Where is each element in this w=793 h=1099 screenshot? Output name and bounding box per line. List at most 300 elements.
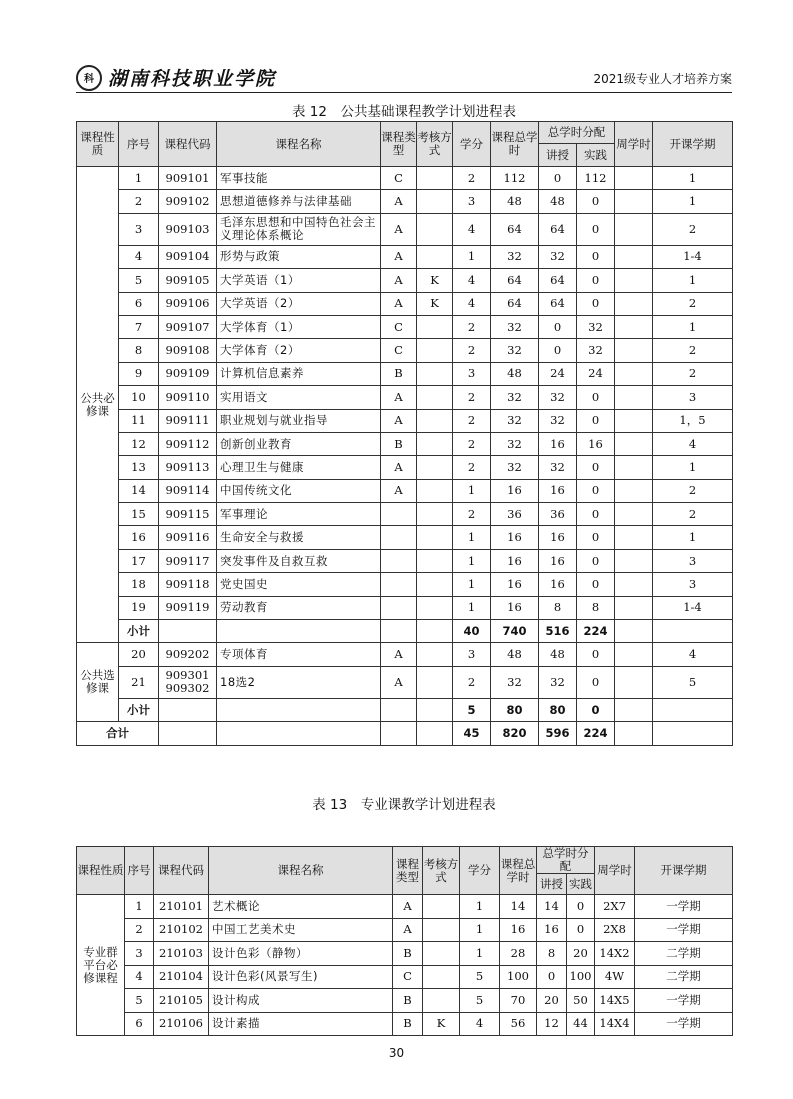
table-row bbox=[77, 918, 733, 942]
exam-cell bbox=[417, 722, 453, 745]
semester-cell: 3 bbox=[653, 386, 733, 409]
seq-cell: 20 bbox=[119, 643, 159, 666]
total-hours-cell: 32 bbox=[491, 666, 539, 698]
credit-cell: 4 bbox=[453, 292, 491, 315]
subtotal-row bbox=[77, 698, 733, 721]
course-name-cell: 大学英语（2） bbox=[217, 292, 381, 315]
total-label: 合计 bbox=[77, 722, 159, 745]
table-row bbox=[77, 167, 733, 190]
table-row bbox=[77, 895, 733, 919]
exam-cell bbox=[423, 965, 460, 989]
seq-cell: 2 bbox=[119, 190, 159, 213]
lecture-cell: 32 bbox=[539, 666, 577, 698]
group-label-platform: 专业群平台必修课程 bbox=[77, 895, 125, 1036]
practice-cell: 20 bbox=[567, 942, 595, 966]
lecture-cell: 64 bbox=[539, 213, 577, 245]
seq-cell: 1 bbox=[119, 167, 159, 190]
exam-cell bbox=[417, 620, 453, 643]
weekly-cell bbox=[615, 339, 653, 362]
seq-cell: 7 bbox=[119, 315, 159, 338]
credit-cell: 3 bbox=[453, 190, 491, 213]
total-hours-cell: 32 bbox=[491, 432, 539, 455]
credit-cell: 1 bbox=[453, 479, 491, 502]
total-hours-cell: 32 bbox=[491, 409, 539, 432]
weekly-cell: 14X4 bbox=[595, 1012, 635, 1036]
seq-cell: 19 bbox=[119, 596, 159, 619]
table13-caption: 表 13 专业课教学计划进程表 bbox=[312, 797, 496, 813]
seq-cell: 17 bbox=[119, 549, 159, 572]
practice-cell: 0 bbox=[577, 526, 615, 549]
course-name-cell: 设计色彩(风景写生) bbox=[209, 965, 393, 989]
total-hours-cell: 70 bbox=[500, 989, 537, 1013]
type-cell: A bbox=[381, 666, 417, 698]
semester-cell: 2 bbox=[653, 503, 733, 526]
lecture-cell: 20 bbox=[537, 989, 567, 1013]
type-cell bbox=[381, 526, 417, 549]
exam-cell bbox=[417, 213, 453, 245]
seq-cell: 3 bbox=[119, 213, 159, 245]
practice-cell: 44 bbox=[567, 1012, 595, 1036]
exam-cell bbox=[417, 503, 453, 526]
semester-cell: 1-4 bbox=[653, 596, 733, 619]
credit-cell: 1 bbox=[460, 918, 500, 942]
weekly-cell bbox=[615, 503, 653, 526]
table-row bbox=[77, 942, 733, 966]
name-cell bbox=[217, 698, 381, 721]
lecture-cell: 32 bbox=[539, 245, 577, 268]
table-row bbox=[77, 315, 733, 338]
exam-cell bbox=[417, 167, 453, 190]
weekly-cell: 4W bbox=[595, 965, 635, 989]
semester-cell: 4 bbox=[653, 432, 733, 455]
total-hours-cell: 32 bbox=[491, 339, 539, 362]
type-cell: B bbox=[381, 362, 417, 385]
seq-cell: 8 bbox=[119, 339, 159, 362]
table-row bbox=[77, 456, 733, 479]
total-hours-cell: 32 bbox=[491, 456, 539, 479]
weekly-cell bbox=[615, 386, 653, 409]
code-cell: 210103 bbox=[154, 942, 209, 966]
exam-cell: K bbox=[417, 292, 453, 315]
total-hours-cell: 100 bbox=[500, 965, 537, 989]
total-hours-cell: 16 bbox=[491, 573, 539, 596]
course-name-cell: 党史国史 bbox=[217, 573, 381, 596]
weekly-cell bbox=[615, 596, 653, 619]
semester-cell bbox=[653, 620, 733, 643]
practice-cell: 0 bbox=[577, 666, 615, 698]
practice-cell: 0 bbox=[567, 895, 595, 919]
code-line: 909301 bbox=[165, 668, 210, 683]
semester-cell: 4 bbox=[653, 643, 733, 666]
lecture-cell: 48 bbox=[539, 643, 577, 666]
weekly-cell: 14X5 bbox=[595, 989, 635, 1013]
practice-cell: 32 bbox=[577, 315, 615, 338]
weekly-cell bbox=[615, 432, 653, 455]
weekly-cell bbox=[615, 315, 653, 338]
name-cell bbox=[217, 620, 381, 643]
code-cell: 909116 bbox=[159, 526, 217, 549]
course-name-cell: 军事技能 bbox=[217, 167, 381, 190]
total-hours-cell: 64 bbox=[491, 269, 539, 292]
credit-cell: 1 bbox=[453, 573, 491, 596]
col-type: 课程类型 bbox=[381, 122, 417, 167]
total-hours-cell: 16 bbox=[491, 596, 539, 619]
col-semester: 开课学期 bbox=[653, 122, 733, 167]
seq-cell: 12 bbox=[119, 432, 159, 455]
subtotal-label: 小计 bbox=[119, 698, 159, 721]
lecture-cell: 14 bbox=[537, 895, 567, 919]
semester-cell: 一学期 bbox=[635, 895, 733, 919]
credit-cell: 5 bbox=[453, 698, 491, 721]
weekly-cell bbox=[615, 722, 653, 745]
total-hours-cell: 32 bbox=[491, 315, 539, 338]
total-hours-cell: 32 bbox=[491, 245, 539, 268]
code-cell: 210101 bbox=[154, 895, 209, 919]
semester-cell: 1 bbox=[653, 526, 733, 549]
practice-cell: 0 bbox=[577, 213, 615, 245]
semester-cell bbox=[653, 698, 733, 721]
course-name-cell: 中国工艺美术史 bbox=[209, 918, 393, 942]
exam-cell bbox=[417, 549, 453, 572]
credit-cell: 1 bbox=[453, 549, 491, 572]
seq-cell: 1 bbox=[125, 895, 154, 919]
code-cell: 909107 bbox=[159, 315, 217, 338]
total-hours-cell: 48 bbox=[491, 190, 539, 213]
weekly-cell bbox=[615, 549, 653, 572]
credit-cell: 2 bbox=[453, 666, 491, 698]
seq-cell: 4 bbox=[125, 965, 154, 989]
semester-cell: 1 bbox=[653, 456, 733, 479]
credit-cell: 3 bbox=[453, 643, 491, 666]
weekly-cell bbox=[615, 213, 653, 245]
lecture-cell: 516 bbox=[539, 620, 577, 643]
seq-cell: 9 bbox=[119, 362, 159, 385]
weekly-cell: 2X8 bbox=[595, 918, 635, 942]
practice-cell: 0 bbox=[577, 190, 615, 213]
practice-cell: 16 bbox=[577, 432, 615, 455]
page-header bbox=[76, 60, 732, 93]
credit-cell: 3 bbox=[453, 362, 491, 385]
total-hours-cell: 16 bbox=[491, 549, 539, 572]
practice-cell: 0 bbox=[577, 643, 615, 666]
exam-cell: K bbox=[417, 269, 453, 292]
school-emblem-icon: 科 bbox=[76, 65, 102, 91]
type-cell: A bbox=[381, 269, 417, 292]
course-name-cell: 中国传统文化 bbox=[217, 479, 381, 502]
col-credit: 学分 bbox=[460, 847, 500, 895]
semester-cell bbox=[653, 722, 733, 745]
total-hours-cell: 16 bbox=[491, 526, 539, 549]
credit-cell: 1 bbox=[460, 942, 500, 966]
table-row bbox=[77, 549, 733, 572]
seq-cell: 13 bbox=[119, 456, 159, 479]
code-cell: 909103 bbox=[159, 213, 217, 245]
credit-cell: 1 bbox=[453, 245, 491, 268]
exam-cell bbox=[417, 245, 453, 268]
practice-cell: 0 bbox=[577, 292, 615, 315]
lecture-cell: 36 bbox=[539, 503, 577, 526]
seq-cell: 16 bbox=[119, 526, 159, 549]
exam-cell bbox=[417, 432, 453, 455]
lecture-cell: 16 bbox=[539, 549, 577, 572]
type-cell: C bbox=[381, 339, 417, 362]
weekly-cell bbox=[615, 479, 653, 502]
lecture-cell: 80 bbox=[539, 698, 577, 721]
semester-cell: 3 bbox=[653, 573, 733, 596]
table-row bbox=[77, 666, 733, 698]
seq-cell: 6 bbox=[119, 292, 159, 315]
exam-cell: K bbox=[423, 1012, 460, 1036]
seq-cell: 4 bbox=[119, 245, 159, 268]
seq-cell: 10 bbox=[119, 386, 159, 409]
course-name-cell: 设计构成 bbox=[209, 989, 393, 1013]
lecture-cell: 8 bbox=[539, 596, 577, 619]
type-cell bbox=[381, 698, 417, 721]
total-hours-cell: 48 bbox=[491, 643, 539, 666]
weekly-cell bbox=[615, 167, 653, 190]
code-cell: 909113 bbox=[159, 456, 217, 479]
lecture-cell: 32 bbox=[539, 386, 577, 409]
course-name-cell: 大学体育（1） bbox=[217, 315, 381, 338]
code-cell: 909115 bbox=[159, 503, 217, 526]
weekly-cell bbox=[615, 269, 653, 292]
course-name-cell: 职业规划与就业指导 bbox=[217, 409, 381, 432]
practice-cell: 112 bbox=[577, 167, 615, 190]
practice-cell: 0 bbox=[577, 269, 615, 292]
table-row bbox=[77, 432, 733, 455]
col-name: 课程名称 bbox=[209, 847, 393, 895]
lecture-cell: 16 bbox=[537, 918, 567, 942]
semester-cell: 1 bbox=[653, 190, 733, 213]
table12-caption: 表 12 公共基础课程教学计划进程表 bbox=[292, 104, 516, 120]
credit-cell: 4 bbox=[453, 213, 491, 245]
code-cell: 909102 bbox=[159, 190, 217, 213]
practice-cell: 0 bbox=[567, 918, 595, 942]
weekly-cell: 14X2 bbox=[595, 942, 635, 966]
code-cell: 909109 bbox=[159, 362, 217, 385]
type-cell: B bbox=[381, 432, 417, 455]
credit-cell: 2 bbox=[453, 167, 491, 190]
type-cell: C bbox=[381, 315, 417, 338]
exam-cell bbox=[417, 698, 453, 721]
type-cell bbox=[381, 620, 417, 643]
semester-cell: 一学期 bbox=[635, 1012, 733, 1036]
lecture-cell: 16 bbox=[539, 526, 577, 549]
code-cell: 909101 bbox=[159, 167, 217, 190]
seq-cell: 21 bbox=[119, 666, 159, 698]
course-name-cell: 形势与政策 bbox=[217, 245, 381, 268]
lecture-cell: 16 bbox=[539, 479, 577, 502]
weekly-cell bbox=[615, 666, 653, 698]
code-cell: 909110 bbox=[159, 386, 217, 409]
code-cell bbox=[159, 722, 217, 745]
practice-cell: 0 bbox=[577, 409, 615, 432]
lecture-cell: 0 bbox=[539, 167, 577, 190]
table-row bbox=[77, 479, 733, 502]
exam-cell bbox=[417, 573, 453, 596]
total-hours-cell: 16 bbox=[500, 918, 537, 942]
weekly-cell bbox=[615, 620, 653, 643]
weekly-cell bbox=[615, 362, 653, 385]
credit-cell: 4 bbox=[460, 1012, 500, 1036]
exam-cell bbox=[417, 526, 453, 549]
practice-cell: 0 bbox=[577, 698, 615, 721]
table-row bbox=[77, 503, 733, 526]
seq-cell: 3 bbox=[125, 942, 154, 966]
credit-cell: 5 bbox=[460, 989, 500, 1013]
table-row bbox=[77, 386, 733, 409]
exam-cell bbox=[417, 596, 453, 619]
table-row bbox=[77, 213, 733, 245]
type-cell bbox=[381, 596, 417, 619]
code-cell: 909118 bbox=[159, 573, 217, 596]
type-cell: C bbox=[381, 167, 417, 190]
course-name-cell: 大学英语（1） bbox=[217, 269, 381, 292]
code-cell: 909117 bbox=[159, 549, 217, 572]
practice-cell: 32 bbox=[577, 339, 615, 362]
weekly-cell bbox=[615, 698, 653, 721]
semester-cell: 二学期 bbox=[635, 965, 733, 989]
type-cell: A bbox=[381, 479, 417, 502]
col-distribution: 总学时分配 bbox=[537, 847, 595, 874]
type-cell: A bbox=[381, 245, 417, 268]
semester-cell: 一学期 bbox=[635, 989, 733, 1013]
type-cell: B bbox=[393, 942, 423, 966]
semester-cell: 2 bbox=[653, 362, 733, 385]
document-title: 2021级专业人才培养方案 bbox=[593, 72, 732, 86]
course-name-cell: 18选2 bbox=[217, 666, 381, 698]
total-hours-cell: 64 bbox=[491, 213, 539, 245]
practice-cell: 100 bbox=[567, 965, 595, 989]
practice-cell: 0 bbox=[577, 573, 615, 596]
code-cell: 909119 bbox=[159, 596, 217, 619]
table-row bbox=[77, 573, 733, 596]
weekly-cell bbox=[615, 526, 653, 549]
col-seq: 序号 bbox=[125, 847, 154, 895]
weekly-cell bbox=[615, 573, 653, 596]
course-name-cell: 毛泽东思想和中国特色社会主义理论体系概论 bbox=[217, 213, 381, 245]
course-name-cell: 劳动教育 bbox=[217, 596, 381, 619]
semester-cell: 1，5 bbox=[653, 409, 733, 432]
exam-cell bbox=[423, 989, 460, 1013]
course-name-cell: 设计素描 bbox=[209, 1012, 393, 1036]
seq-cell: 6 bbox=[125, 1012, 154, 1036]
course-name-cell: 生命安全与救援 bbox=[217, 526, 381, 549]
exam-cell bbox=[417, 362, 453, 385]
semester-cell: 一学期 bbox=[635, 918, 733, 942]
col-total-hours: 课程总学时 bbox=[491, 122, 539, 167]
exam-cell bbox=[417, 339, 453, 362]
school-name: 湖南科技职业学院 bbox=[108, 68, 277, 90]
lecture-cell: 16 bbox=[539, 573, 577, 596]
col-type: 课程类型 bbox=[393, 847, 423, 895]
school-logo bbox=[76, 64, 276, 91]
col-nature: 课程性质 bbox=[77, 847, 125, 895]
col-nature: 课程性质 bbox=[77, 122, 119, 167]
semester-cell: 2 bbox=[653, 339, 733, 362]
total-hours-cell: 36 bbox=[491, 503, 539, 526]
lecture-cell: 32 bbox=[539, 456, 577, 479]
credit-cell: 2 bbox=[453, 386, 491, 409]
lecture-cell: 24 bbox=[539, 362, 577, 385]
code-cell: 909104 bbox=[159, 245, 217, 268]
lecture-cell: 0 bbox=[539, 315, 577, 338]
group-label-required: 公共必修课 bbox=[77, 167, 119, 643]
seq-cell: 14 bbox=[119, 479, 159, 502]
practice-cell: 0 bbox=[577, 479, 615, 502]
exam-cell bbox=[423, 942, 460, 966]
semester-cell: 5 bbox=[653, 666, 733, 698]
practice-cell: 224 bbox=[577, 722, 615, 745]
total-hours-cell: 56 bbox=[500, 1012, 537, 1036]
practice-cell: 0 bbox=[577, 503, 615, 526]
code-line: 909302 bbox=[165, 681, 210, 696]
type-cell: A bbox=[381, 386, 417, 409]
exam-cell bbox=[423, 895, 460, 919]
practice-cell: 24 bbox=[577, 362, 615, 385]
col-semester: 开课学期 bbox=[635, 847, 733, 895]
credit-cell: 2 bbox=[453, 432, 491, 455]
total-row bbox=[77, 722, 733, 745]
lecture-cell: 64 bbox=[539, 292, 577, 315]
code-cell: 210104 bbox=[154, 965, 209, 989]
course-name-cell: 计算机信息素养 bbox=[217, 362, 381, 385]
code-cell: 909111 bbox=[159, 409, 217, 432]
credit-cell: 1 bbox=[460, 895, 500, 919]
exam-cell bbox=[417, 456, 453, 479]
seq-cell: 5 bbox=[125, 989, 154, 1013]
practice-cell: 0 bbox=[577, 386, 615, 409]
course-name-cell: 创新创业教育 bbox=[217, 432, 381, 455]
table-row bbox=[77, 409, 733, 432]
weekly-cell: 2X7 bbox=[595, 895, 635, 919]
practice-cell: 8 bbox=[577, 596, 615, 619]
exam-cell bbox=[417, 643, 453, 666]
code-cell: 909105 bbox=[159, 269, 217, 292]
type-cell: A bbox=[381, 409, 417, 432]
col-lecture: 讲授 bbox=[539, 144, 577, 167]
table-row bbox=[77, 526, 733, 549]
practice-cell: 224 bbox=[577, 620, 615, 643]
code-cell bbox=[159, 666, 217, 698]
course-name-cell: 大学体育（2） bbox=[217, 339, 381, 362]
course-name-cell: 心理卫生与健康 bbox=[217, 456, 381, 479]
total-hours-cell: 14 bbox=[500, 895, 537, 919]
col-total-hours: 课程总学时 bbox=[500, 847, 537, 895]
type-cell: A bbox=[381, 643, 417, 666]
table-row bbox=[77, 245, 733, 268]
total-hours-cell: 112 bbox=[491, 167, 539, 190]
total-hours-cell: 740 bbox=[491, 620, 539, 643]
semester-cell: 二学期 bbox=[635, 942, 733, 966]
weekly-cell bbox=[615, 409, 653, 432]
col-name: 课程名称 bbox=[217, 122, 381, 167]
course-name-cell: 军事理论 bbox=[217, 503, 381, 526]
exam-cell bbox=[417, 479, 453, 502]
course-name-cell: 艺术概论 bbox=[209, 895, 393, 919]
subtotal-label: 小计 bbox=[119, 620, 159, 643]
course-name-cell: 专项体育 bbox=[217, 643, 381, 666]
weekly-cell bbox=[615, 292, 653, 315]
table-row bbox=[77, 269, 733, 292]
type-cell: B bbox=[393, 989, 423, 1013]
total-hours-cell: 16 bbox=[491, 479, 539, 502]
col-weekly: 周学时 bbox=[595, 847, 635, 895]
practice-cell: 0 bbox=[577, 245, 615, 268]
total-hours-cell: 80 bbox=[491, 698, 539, 721]
type-cell: C bbox=[393, 965, 423, 989]
col-weekly: 周学时 bbox=[615, 122, 653, 167]
